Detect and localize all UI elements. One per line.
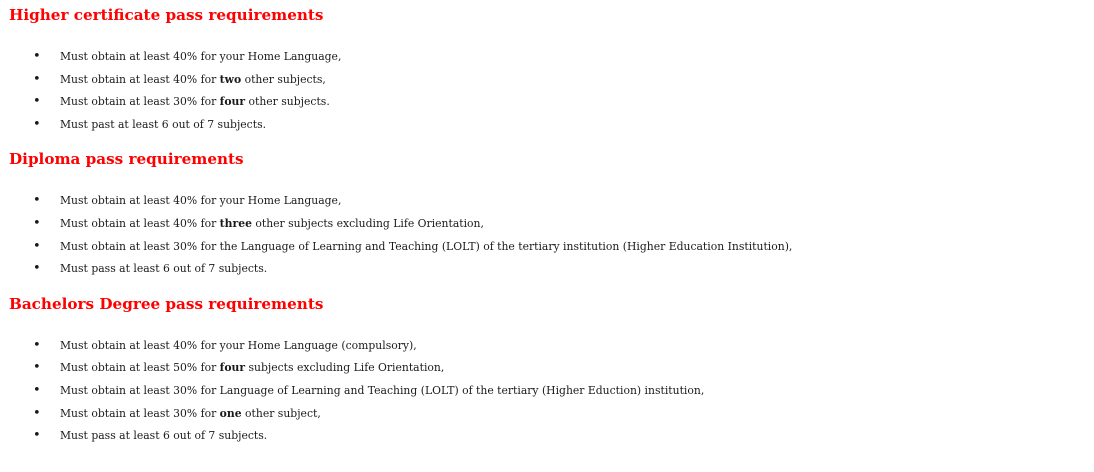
item-text: Must obtain at least 30% for the Language of Learning and Teaching (LOLT) of the tertiary institution (Higher Education Institution), bbox=[60, 239, 793, 253]
list-item bbox=[9, 357, 1094, 380]
item-text: Must past at least 6 out of 7 subjects. bbox=[60, 117, 267, 131]
requirements-list-bachelors-degree bbox=[9, 335, 1094, 448]
section-heading-higher-certificate: Higher certificate pass requirements bbox=[9, 6, 324, 24]
item-text: Must obtain at least 30% for Language of Learning and Teaching (LOLT) of the tertiary (Higher Eduction) institution, bbox=[60, 383, 705, 397]
item-emphasis: four bbox=[219, 95, 246, 109]
requirements-list-diploma bbox=[9, 190, 1094, 280]
item-text-tail: other subjects, bbox=[241, 72, 326, 86]
section-heading-diploma: Diploma pass requirements bbox=[9, 150, 244, 169]
item-text: Must obtain at least 30% for bbox=[60, 406, 220, 420]
list-item bbox=[9, 190, 1094, 213]
bullet-icon: • bbox=[33, 238, 41, 254]
list-item bbox=[9, 380, 1094, 403]
item-emphasis: four bbox=[219, 361, 246, 375]
item-text-tail: subjects excluding Life Orientation, bbox=[245, 361, 445, 375]
list-item bbox=[9, 69, 1094, 92]
bullet-icon: • bbox=[33, 116, 41, 132]
list-item bbox=[9, 403, 1094, 426]
bullet-icon: • bbox=[33, 71, 41, 87]
list-item bbox=[9, 425, 1094, 448]
item-text-tail: other subjects excluding Life Orientation, bbox=[251, 216, 484, 230]
list-item bbox=[9, 91, 1094, 114]
bullet-icon: • bbox=[33, 94, 41, 110]
list-item bbox=[9, 236, 1094, 259]
bullet-icon: • bbox=[33, 382, 41, 398]
bullet-icon: • bbox=[33, 261, 41, 277]
section-heading-bachelors-degree: Bachelors Degree pass requirements bbox=[9, 294, 324, 313]
bullet-icon: • bbox=[33, 360, 41, 376]
list-item bbox=[9, 258, 1094, 281]
list-item bbox=[9, 114, 1094, 137]
list-item bbox=[9, 213, 1094, 236]
requirements-list-higher-certificate bbox=[9, 46, 1094, 136]
item-text-tail: other subject, bbox=[241, 406, 321, 420]
item-text: Must pass at least 6 out of 7 subjects. bbox=[60, 262, 268, 276]
item-text: Must obtain at least 40% for your Home Language, bbox=[60, 50, 342, 63]
item-emphasis: three bbox=[219, 216, 252, 230]
list-item bbox=[9, 46, 1094, 69]
bullet-icon: • bbox=[33, 215, 41, 231]
item-text: Must obtain at least 40% for bbox=[60, 72, 220, 86]
item-text: Must obtain at least 50% for bbox=[60, 361, 220, 375]
item-text-tail: other subjects. bbox=[245, 95, 330, 109]
bullet-icon: • bbox=[33, 193, 41, 209]
bullet-icon: • bbox=[33, 405, 41, 421]
list-item bbox=[9, 335, 1094, 358]
bullet-icon: • bbox=[33, 49, 41, 64]
item-emphasis: two bbox=[219, 72, 242, 86]
item-text: Must obtain at least 30% for bbox=[60, 95, 220, 109]
item-text: Must pass at least 6 out of 7 subjects. bbox=[60, 429, 268, 443]
item-text: Must obtain at least 40% for your Home Language (compulsory), bbox=[60, 338, 417, 352]
item-emphasis: one bbox=[219, 406, 242, 420]
bullet-icon: • bbox=[33, 337, 41, 353]
bullet-icon: • bbox=[33, 428, 41, 444]
item-text: Must obtain at least 40% for bbox=[60, 216, 220, 230]
item-text: Must obtain at least 40% for your Home Language, bbox=[60, 194, 342, 208]
